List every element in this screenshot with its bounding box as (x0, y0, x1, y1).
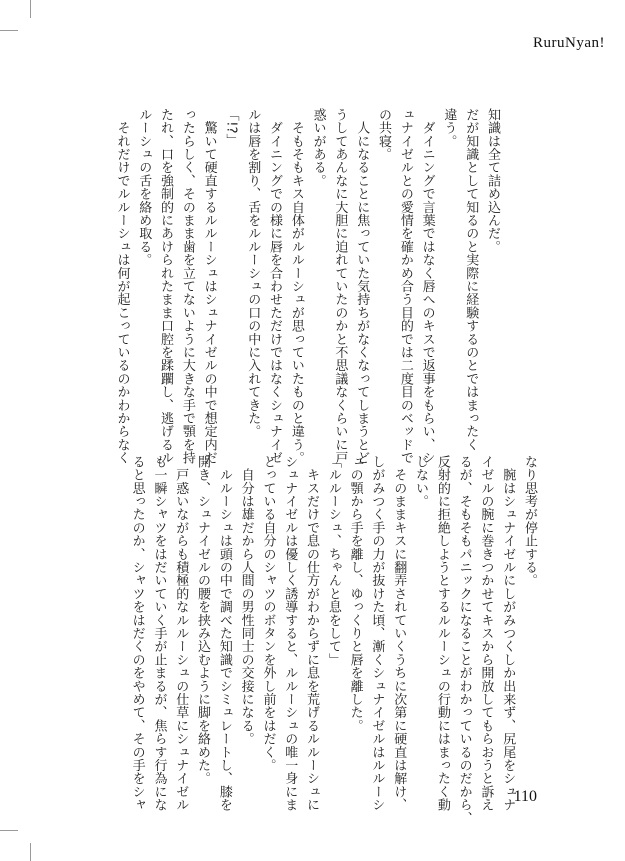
text-line: しがみつく手の力が抜けた頃、漸くシュナイゼルはルルーシ (369, 455, 385, 812)
text-line: なり思考が停止する。 (522, 455, 537, 587)
text-line: うしてあんなに大胆に迫れていたのかと不思議なくらいに戸 (332, 108, 348, 465)
text-line: ると思ったのか、シャツをはだくのをやめて、その手をシャ (129, 455, 145, 812)
text-line: そのままキスに翻弄されていくうちに次第に硬直は解け、 (391, 455, 407, 812)
text-line: イゼルの腕に巻きつかせてキスから開放してもらおうと訴え (478, 455, 494, 812)
text-line: 驚いて硬直するルルーシュはシュナイゼルの中で想定内だ (201, 108, 217, 465)
text-line: るが、そもそもパニックになることがわかっているのだから、 (456, 455, 472, 825)
text-line: キスだけで息の仕方がわからずに息を荒げるルルーシュに (304, 455, 320, 812)
text-line: ダイニングで言葉ではなく唇へのキスで返事をもらい、シ (419, 108, 435, 465)
text-line: ったらしく、そのまま歯を立てないように大きな手で顎を持 (179, 108, 195, 465)
text-line: とっている自分のシャツのボタンを外し前をはだく。 (260, 455, 276, 772)
text-line: の共寝。 (376, 108, 392, 161)
crop-mark-bottom-left-h (0, 830, 18, 831)
text-line: だが知識として知るのと実際に経験するのとではまったく (463, 108, 479, 452)
text-line: 人になることに焦っていた気持ちがなくなってしまうとど (354, 108, 370, 465)
text-line: 戸惑いながらも積極的なルルーシュの仕草にシュナイゼル (173, 455, 189, 812)
text-line: そもそもキス自体がルルーシュが思っていたものと違う。 (288, 108, 304, 465)
text-line: シュナイゼルは優しく誘導すると、ルルーシュの唯一身にま (282, 455, 298, 812)
text-line: ュの顎から手を離し、ゆっくりと唇を離した。 (347, 455, 363, 733)
crop-mark-top-left-v (30, 0, 31, 18)
page-number: 110 (513, 788, 537, 805)
text-line: 開き、シュナイゼルの腰を挟み込むように脚を絡めた。 (195, 455, 211, 785)
text-line: 違う。 (441, 108, 457, 148)
text-line: 惑いがある。 (310, 108, 326, 188)
text-line: ダイニングでの様に唇を合わせただけではなくシュナイゼ (267, 108, 283, 465)
text-line: 反射的に拒絶しようとするルルーシュの行動にはまったく動 (434, 455, 450, 812)
running-header: RuruNyan! (533, 35, 605, 51)
crop-mark-top-left-h (0, 30, 18, 31)
text-line: ルルーシュは頭の中で調べた知識でシミュレートし、膝を (216, 455, 232, 812)
text-line: 「!?」 (223, 108, 239, 147)
upper-text-column (114, 108, 503, 465)
text-line: 自分は雄だから人間の男性同士の交接になる。 (238, 455, 254, 746)
text-line: たれ、口を強制的にあけられたまま口腔を蹂躙し、逃げるル (158, 108, 174, 465)
text-line: も一瞬シャツをはだいていく手が止まるが、焦らす行為にな (151, 455, 167, 812)
text-line: 腕はシュナイゼルにしがみつくしか出来ず、尻尾をシュナ (500, 455, 516, 812)
text-line: 知識は全て詰め込んだ。 (485, 108, 500, 254)
crop-mark-bottom-left-v (30, 843, 31, 861)
text-line: 「ルルーシュ、ちゃんと息をして」 (325, 455, 341, 667)
text-line: ルは唇を割り、舌をルルーシュの口の中に入れてきた。 (245, 108, 261, 438)
text-line: じない。 (413, 455, 429, 508)
text-line: それだけでルルーシュは何が起こっているのかわからなく (114, 108, 130, 465)
text-line: ュナイゼルとの愛情を確かめ合う目的では二度目のベッドで (397, 108, 413, 465)
text-line: ルーシュの舌を絡め取る。 (136, 108, 152, 267)
